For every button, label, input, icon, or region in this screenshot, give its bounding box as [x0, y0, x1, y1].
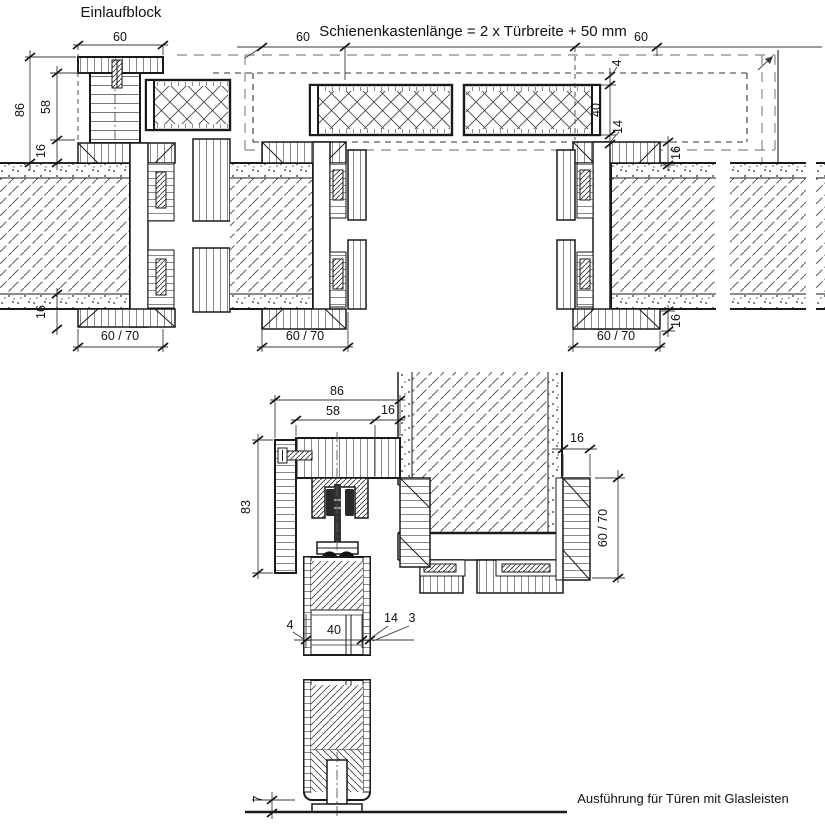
einlaufblock-detail	[0, 57, 230, 327]
dim-lining-top: 16	[34, 144, 48, 158]
wall-plaster-top	[0, 163, 130, 178]
door-panel-piece-right	[464, 85, 600, 135]
roller-right	[345, 489, 354, 516]
cladding-screw	[502, 564, 550, 572]
dim-bead-width: 14	[384, 611, 398, 625]
wall-plaster-bottom	[0, 294, 130, 309]
right-jamb-detail	[557, 142, 825, 329]
dim-overhang-right: 60	[634, 30, 648, 44]
sliding-door-panels-plan	[310, 85, 600, 135]
roller-left	[326, 489, 335, 516]
dim-plaster-right-top: 16	[669, 146, 683, 160]
dim-door-thickness-plan: 40	[589, 103, 603, 117]
frame-bolt	[156, 172, 166, 208]
footer-note: Ausführung für Türen mit Glasleisten	[577, 791, 789, 806]
dim-floor-clearance: 7	[251, 795, 265, 803]
dim-wall-left: 60 / 70	[100, 329, 140, 343]
title-einlaufblock: Einlaufblock	[80, 4, 162, 21]
wall-right	[611, 163, 825, 309]
jamb-ladder-trim	[400, 478, 430, 567]
dim-glass-gap: 3	[408, 611, 416, 625]
door-panel-piece-left	[310, 85, 452, 135]
rail-formula: Schienenkastenlänge = 2 x Türbreite + 50 mm	[319, 23, 627, 40]
dim-lining-bottom: 16	[34, 305, 48, 319]
dim-plaster-right-bottom: 16	[669, 314, 683, 328]
dim-plaster-section: 16	[381, 403, 395, 417]
dim-box-inner: 58	[326, 404, 340, 418]
dim-overhang-left: 60	[296, 30, 310, 44]
door-panel-left-view	[146, 80, 230, 130]
right-frame-section	[556, 478, 590, 580]
wall-masonry	[0, 178, 130, 294]
dim-frame-right-section: 60 / 70	[596, 508, 610, 548]
trolley-assembly	[312, 478, 368, 556]
dim-height-total: 86	[13, 103, 27, 117]
dim-bead-gap: 4	[286, 618, 294, 632]
dim-clearance-bottom: 14	[611, 120, 625, 134]
dim-lining-right-section: 16	[570, 431, 584, 445]
dim-box-height: 83	[239, 500, 253, 514]
frame-bolt	[156, 259, 166, 295]
center-jamb-detail	[230, 142, 366, 329]
hanger-bolt	[334, 484, 341, 542]
dim-block-width: 60	[113, 30, 127, 44]
dim-wall-right: 60 / 70	[596, 329, 636, 343]
dim-clearance-top: 4	[610, 59, 624, 67]
dim-wall-center: 60 / 70	[285, 329, 325, 343]
cover-screw	[286, 451, 312, 460]
dim-box-width: 86	[330, 384, 344, 398]
vertical-section-detail	[245, 372, 590, 819]
dim-door-thickness-section: 40	[327, 623, 341, 637]
dim-height-block: 58	[39, 100, 53, 114]
